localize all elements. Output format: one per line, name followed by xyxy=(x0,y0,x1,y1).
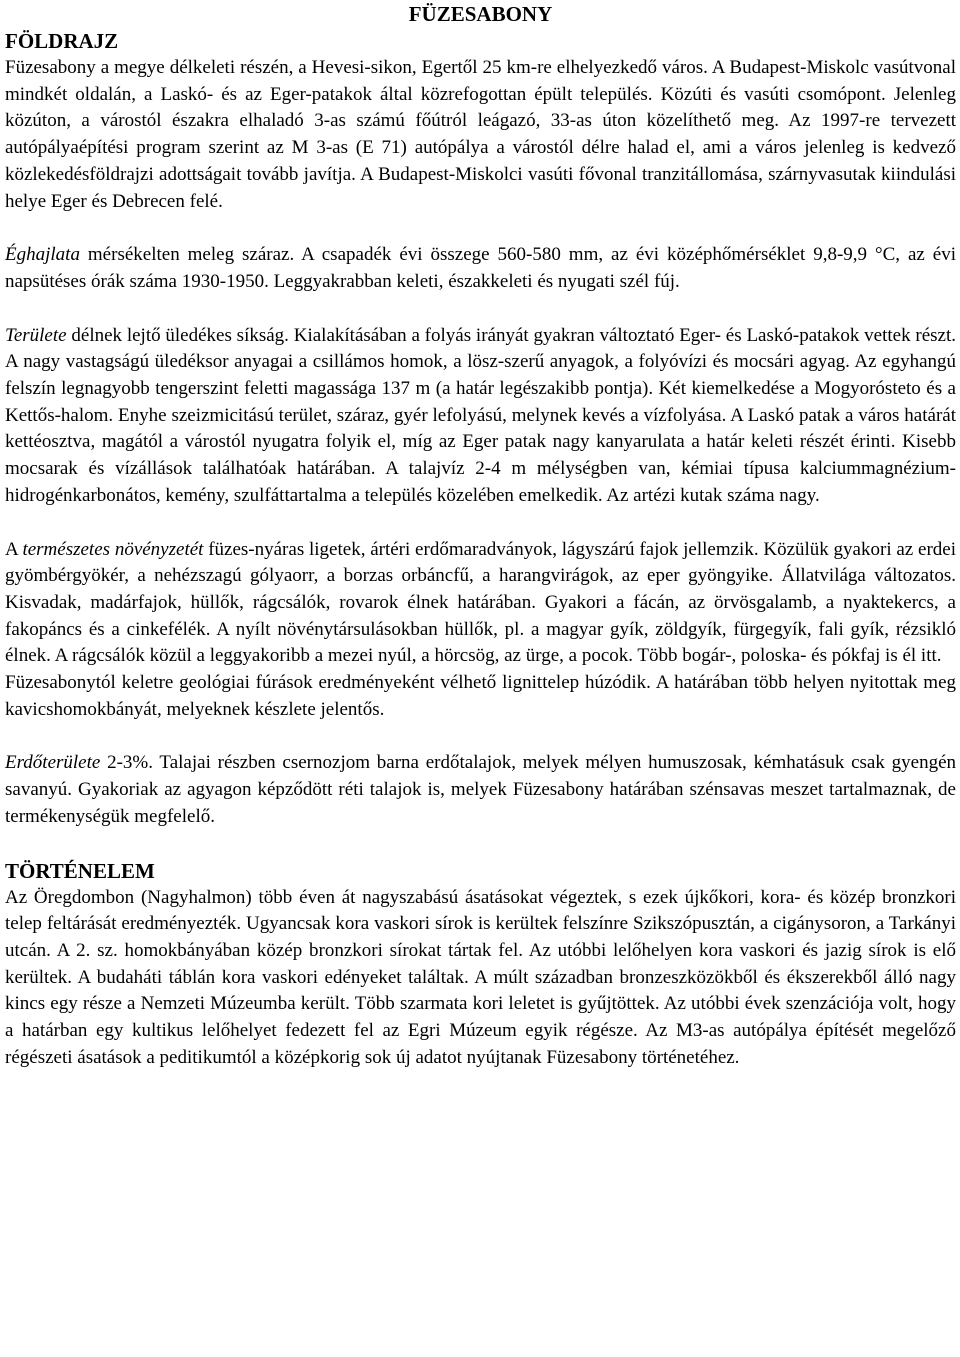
section-heading-tortenelem: TÖRTÉNELEM xyxy=(5,858,155,883)
paragraph-forest-text: 2-3%. Talajai részben csernozjom barna erdőtalajok, melyek mélyen humuszosak, kémhatásuk csak gyengén savanyú. Gyakoriak az agyagon képződött réti talajok is, melyek Füzesabony határában szénsavas meszet tartalmaznak, de termékenységük megfelelő. xyxy=(5,752,956,827)
paragraph-vegetation-text: füzes-nyáras ligetek, ártéri erdőmaradványok, lágyszárú fajok jellemzik. Közülük gyakori az erdei gyömbérgyökér, a nehézszagú gólyaorr, a borzas orbáncfű, a harangvirágok, az eper gyöngyike. Állatvilága változatos. Kisvadak, madárfajok, hüllők, rágcsálók, rovarok élnek határában. Gyakori a fácán, az örvösgalamb, a nyaktekercs, a fakopáncs és a cinkefélék. A nyílt növénytársulásokban hüllők, pl. a magyar gyík, zöldgyík, fürgegyík, fali gyík, rézsikló élnek. A rágcsálók közül a leggyakoribb a mezei nyúl, a hörcsög, az ürge, a pocok. Több bogár-, poloska- és pókfaj is él itt. xyxy=(5,538,956,667)
term-erdoterulete: Erdőterülete xyxy=(5,752,101,774)
paragraph-vegetation xyxy=(5,537,956,671)
term-terulete: Területe xyxy=(5,324,67,346)
paragraph-terrain xyxy=(5,323,956,510)
document-page xyxy=(5,0,956,1072)
paragraph-terrain-text: délnek lejtő üledékes síkság. Kialakításában a folyás irányát gyakran változtató Eger- és Laskó-patakok vettek részt. A nagy vastagságú üledéksor anyagai a csillámos homok, a lösz-szerű anyagok, a folyóvízi és mocsári agyag. Az egyhangú felszín legnagyobb tengerszint feletti magassága 137 m (a határ legészakibb pontja). Két kiemelkedése a Mogyorósteto és a Kettős-halom. Enyhe szeizmicitású terület, száraz, gyér lefolyású, melynek kevés a vízfolyása. A Laskó patak a város határát kettéosztva, magától a várostól nyugatra folyik el, míg az Eger patak nagy kanyarulata a határ keleti részét érinti. Kisebb mocsarak és vízállások találhatóak határában. A talajvíz 2-4 m mélységben van, kémiai típusa kalciummagnézium-hidrogénkarbonátos, kemény, szulfáttartalma a település közelében emelkedik. Az artézi kutak száma nagy. xyxy=(5,324,956,506)
paragraph-spacer xyxy=(5,723,956,750)
paragraph-location: Füzesabony a megye délkeleti részén, a Hevesi-sikon, Egertől 25 km-re elhelyezkedő város. A Budapest-Miskolc vasútvonal mindkét oldalán, a Laskó- és az Eger-patakok által közrefogottan épült település. Közúti és vasúti csomópont. Jelenleg közúton, a várostól északra elhaladó 3-as számú főútról leágazó, 33-as úton közelíthető meg. Az 1997-re tervezett autópályaépítési program szerint az M 3-as (E 71) autópálya a várostól délre halad el, ami a város jelenleg is kedvező közlekedésföldrajzi adottságait tovább javítja. A Budapest-Miskolci vasúti fővonal tranzitállomása, szárnyvasutak kiindulási helye Eger és Debrecen felé. xyxy=(5,57,956,212)
paragraph-forest xyxy=(5,750,956,830)
document-title: FÜZESABONY xyxy=(408,2,553,26)
paragraph-spacer xyxy=(5,510,956,537)
term-termeszetes-novenyzet: természetes növényzetét xyxy=(22,538,204,560)
paragraph-spacer xyxy=(5,831,956,858)
paragraph-geology: Füzesabonytól keletre geológiai fúrások eredményeként vélhető lignittelep húzódik. A határában több helyen nyitottak meg kavicshomokbányát, melyeknek készlete jelentős. xyxy=(5,672,956,720)
paragraph-spacer xyxy=(5,296,956,323)
section-heading-foldrajz: FÖLDRAJZ xyxy=(5,29,119,53)
paragraph-climate xyxy=(5,242,956,295)
paragraph-vegetation-prefix: A xyxy=(5,538,23,560)
paragraph-spacer xyxy=(5,215,956,242)
paragraph-history: Az Öregdombon (Nagyhalmon) több éven át nagyszabású ásatásokat végeztek, s ezek újkőkori, kora- és közép bronzkori telep feltárását eredményezték. Ugyancsak kora vaskori sírok is kerültek felszínre Szikszópusztán, a cigánysoron, a Tarkányi utcán. A 2. sz. homokbányában közép bronzkori sírokat tártak fel. Az utóbbi lelőhelyen kora vaskori és jazig sírok is elő kerültek. A budaháti táblán kora vaskori edényeket találtak. A múlt században bronzeszközökből és ékszerekből álló nagy kincs egy része a Nemzeti Múzeumba került. Több szarmata kori leletet is gyűjtöttek. Az utóbbi évek szenzációja volt, hogy a határban egy kultikus lelőhelyet fedezett fel az Egri Múzeum egyik régésze. Az M3-as autópálya építését megelőző régészeti ásatások a peditikumtól a középkorig sok új adatot nyújtanak Füzesabony történetéhez. xyxy=(5,886,956,1068)
paragraph-climate-text: mérsékelten meleg száraz. A csapadék évi összege 560-580 mm, az évi középhőmérséklet 9,8-9,9 °C, az évi napsütéses órák száma 1930-1950. Leggyakrabban keleti, északkeleti és nyugati szél fúj. xyxy=(5,244,956,292)
term-eghajlata: Éghajlata xyxy=(5,244,80,266)
